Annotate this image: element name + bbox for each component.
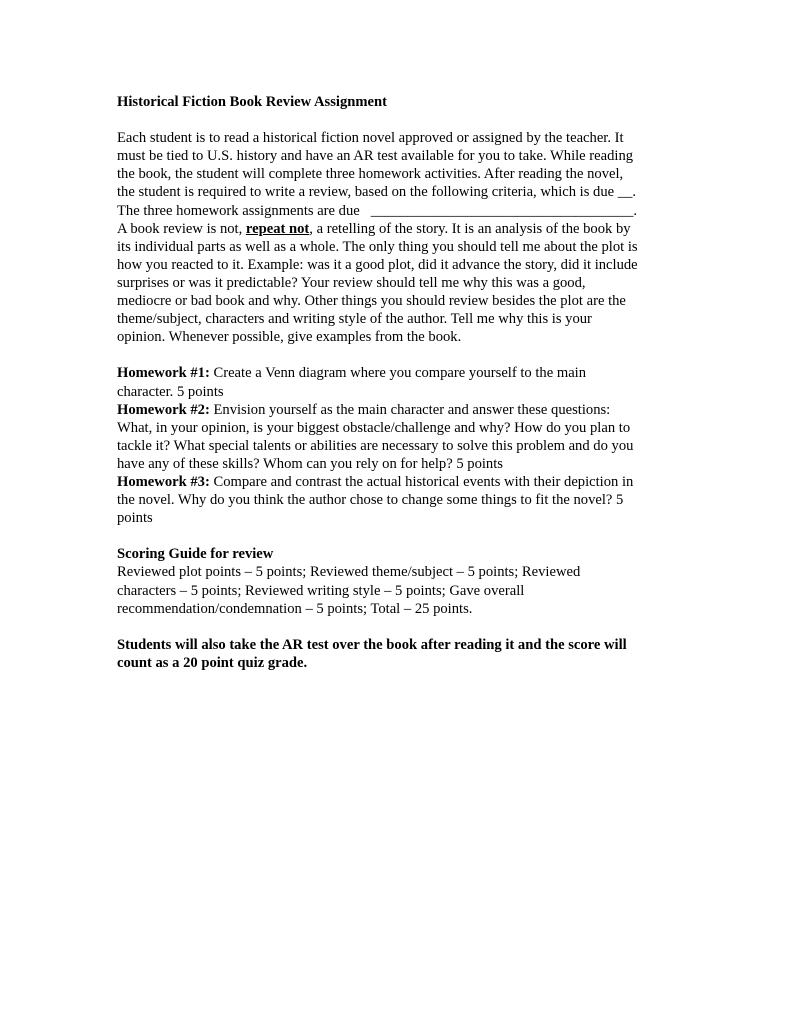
spacer [117,346,677,364]
homework-2-line [117,401,677,419]
scoring-heading: Scoring Guide for review [117,546,274,563]
intro-line: The three homework assignments are due ____________________________________. [117,202,638,219]
review-line [117,220,677,238]
homework-1-label: Homework #1: [117,365,210,382]
review-line: theme/subject, characters and writing style of the author. Tell me why this is your [117,311,592,328]
homework-2-line: What, in your opinion, is your biggest obstacle/challenge and why? How do you plan to [117,419,631,436]
closing-line: count as a 20 point quiz grade. [117,654,308,671]
spacer [117,527,677,545]
homework-2-line: tackle it? What special talents or abilities are necessary to solve this problem and do you [117,437,634,454]
review-text: , a retelling of the story. It is an analysis of the book by [309,220,631,237]
spacer [117,111,677,129]
intro-line: the book, the student will complete three homework activities. After reading the novel, [117,166,624,183]
scoring-line: characters – 5 points; Reviewed writing style – 5 points; Gave overall [117,582,525,599]
scoring-line: recommendation/condemnation – 5 points; Total – 25 points. [117,600,473,617]
document-title: Historical Fiction Book Review Assignment [117,94,387,110]
homework-1-line [117,364,677,382]
review-text: A book review is not, [117,220,246,237]
spacer [117,618,677,636]
homework-3-line [117,473,677,491]
homework-3-label: Homework #3: [117,473,210,490]
intro-line: Each student is to read a historical fiction novel approved or assigned by the teacher. It [117,130,624,147]
review-line: its individual parts as well as a whole. The only thing you should tell me about the plot is [117,238,638,255]
review-line: opinion. Whenever possible, give examples from the book. [117,329,462,346]
scoring-line: Reviewed plot points – 5 points; Reviewed theme/subject – 5 points; Reviewed [117,564,581,581]
homework-2-label: Homework #2: [117,401,210,418]
homework-2-text: Envision yourself as the main character and answer these questions: [209,401,611,418]
homework-1-text: Create a Venn diagram where you compare yourself to the main [209,365,587,382]
review-line: how you reacted to it. Example: was it a good plot, did it advance the story, did it include [117,256,638,273]
intro-line: the student is required to write a review, based on the following criteria, which is due __. [117,184,637,201]
homework-1-line: character. 5 points [117,383,224,400]
intro-line: must be tied to U.S. history and have an AR test available for you to take. While reading [117,148,634,165]
homework-3-text: Compare and contrast the actual historical events with their depiction in [209,473,634,490]
review-line: mediocre or bad book and why. Other things you should review besides the plot are the [117,293,626,310]
review-line: surprises or was it predictable? Your review should tell me why this was a good, [117,274,586,291]
closing-line: Students will also take the AR test over the book after reading it and the score will [117,636,627,653]
homework-3-line: the novel. Why do you think the author chose to change some things to fit the novel? 5 [117,492,624,509]
homework-3-line: points [117,510,153,527]
homework-2-line: have any of these skills? Whom can you rely on for help? 5 points [117,455,503,472]
repeat-not-emphasis: repeat not [245,220,310,237]
document-page [117,93,677,672]
